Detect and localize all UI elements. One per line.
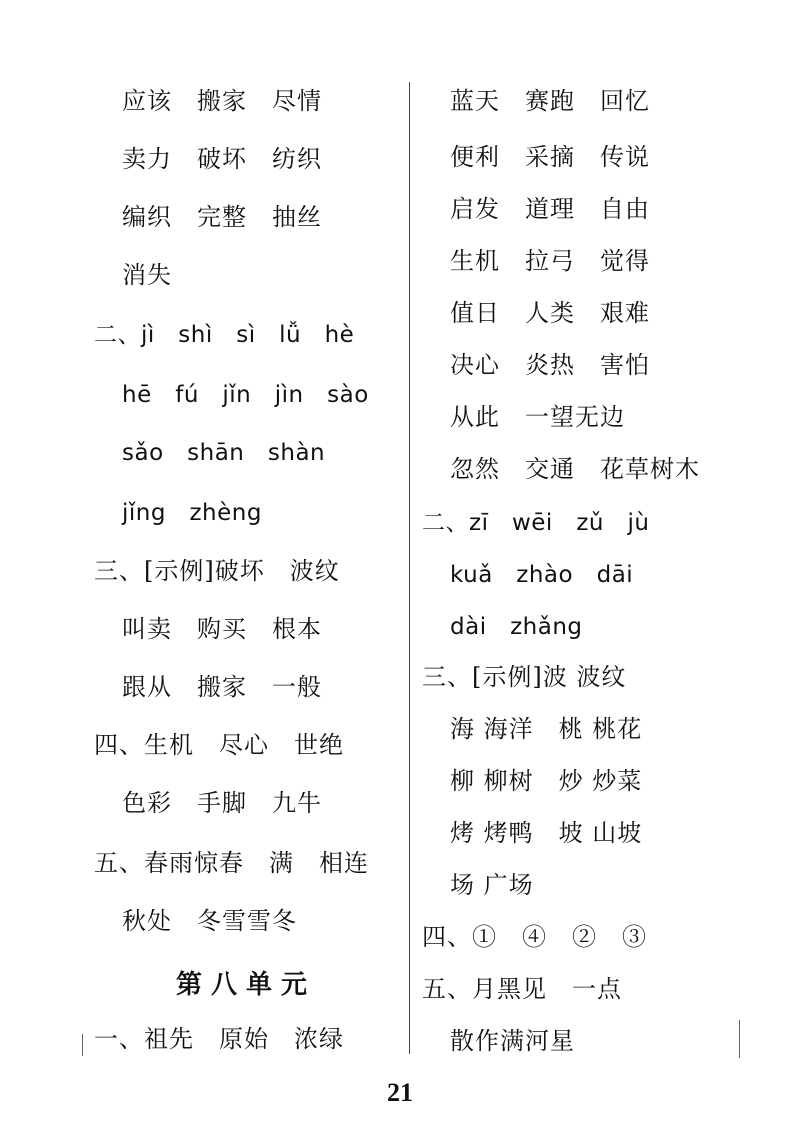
- answer-line: 生机 拉弓 觉得: [450, 247, 650, 275]
- right-edge-mark: [739, 1020, 740, 1058]
- answer-line: 便利 采摘 传说: [450, 143, 650, 171]
- answer-line: dài zhǎng: [450, 614, 583, 640]
- answer-line: 散作满河星: [450, 1027, 575, 1055]
- page-number: 21: [387, 1078, 413, 1107]
- section-heading: 第八单元: [176, 970, 317, 1000]
- answer-line: 蓝天 赛跑 回忆: [450, 87, 650, 115]
- answer-line: 应该 搬家 尽情: [122, 87, 322, 115]
- answer-line: 决心 炎热 害怕: [450, 351, 650, 379]
- answer-line: 卖力 破坏 纺织: [122, 145, 322, 173]
- answer-line: 四、生机 尽心 世绝: [94, 731, 344, 759]
- answer-line: sǎo shān shàn: [122, 440, 326, 466]
- answer-line: 秋处 冬雪雪冬: [122, 907, 297, 935]
- answer-line: 编织 完整 抽丝: [122, 203, 322, 231]
- answer-line: 场 广场: [450, 871, 534, 899]
- answer-line: 色彩 手脚 九牛: [122, 789, 322, 817]
- answer-line: 四、① ④ ② ③: [422, 923, 647, 951]
- answer-line: 一、祖先 原始 浓绿: [94, 1025, 344, 1053]
- answer-line: 忽然 交通 花草树木: [450, 455, 700, 483]
- answer-line: 二、jì shì sì lǚ hè: [94, 322, 355, 348]
- answer-line: hē fú jǐn jìn sào: [122, 382, 369, 408]
- answer-line: 五、月黑见 一点: [422, 975, 622, 1003]
- answer-line: 启发 道理 自由: [450, 195, 650, 223]
- answer-line: 三、[示例]破坏 波纹: [94, 557, 340, 585]
- answer-line: 消失: [122, 261, 172, 289]
- answer-line: jǐng zhèng: [122, 500, 262, 526]
- answer-line: 值日 人类 艰难: [450, 299, 650, 327]
- answer-line: 从此 一望无边: [450, 403, 625, 431]
- answer-line: 海 海洋 桃 桃花: [450, 715, 643, 743]
- answer-line: 叫卖 购买 根本: [122, 615, 322, 643]
- column-divider: [409, 82, 410, 1054]
- answer-line: 二、zī wēi zǔ jù: [422, 510, 650, 536]
- answer-line: 三、[示例]波 波纹: [422, 663, 627, 691]
- answer-line: 跟从 搬家 一般: [122, 673, 322, 701]
- answer-line: 五、春雨惊春 满 相连: [94, 849, 369, 877]
- left-edge-mark: [82, 1034, 83, 1056]
- answer-line: 烤 烤鸭 坡 山坡: [450, 819, 643, 847]
- answer-line: kuǎ zhào dāi: [450, 562, 634, 588]
- answer-line: 柳 柳树 炒 炒菜: [450, 767, 643, 795]
